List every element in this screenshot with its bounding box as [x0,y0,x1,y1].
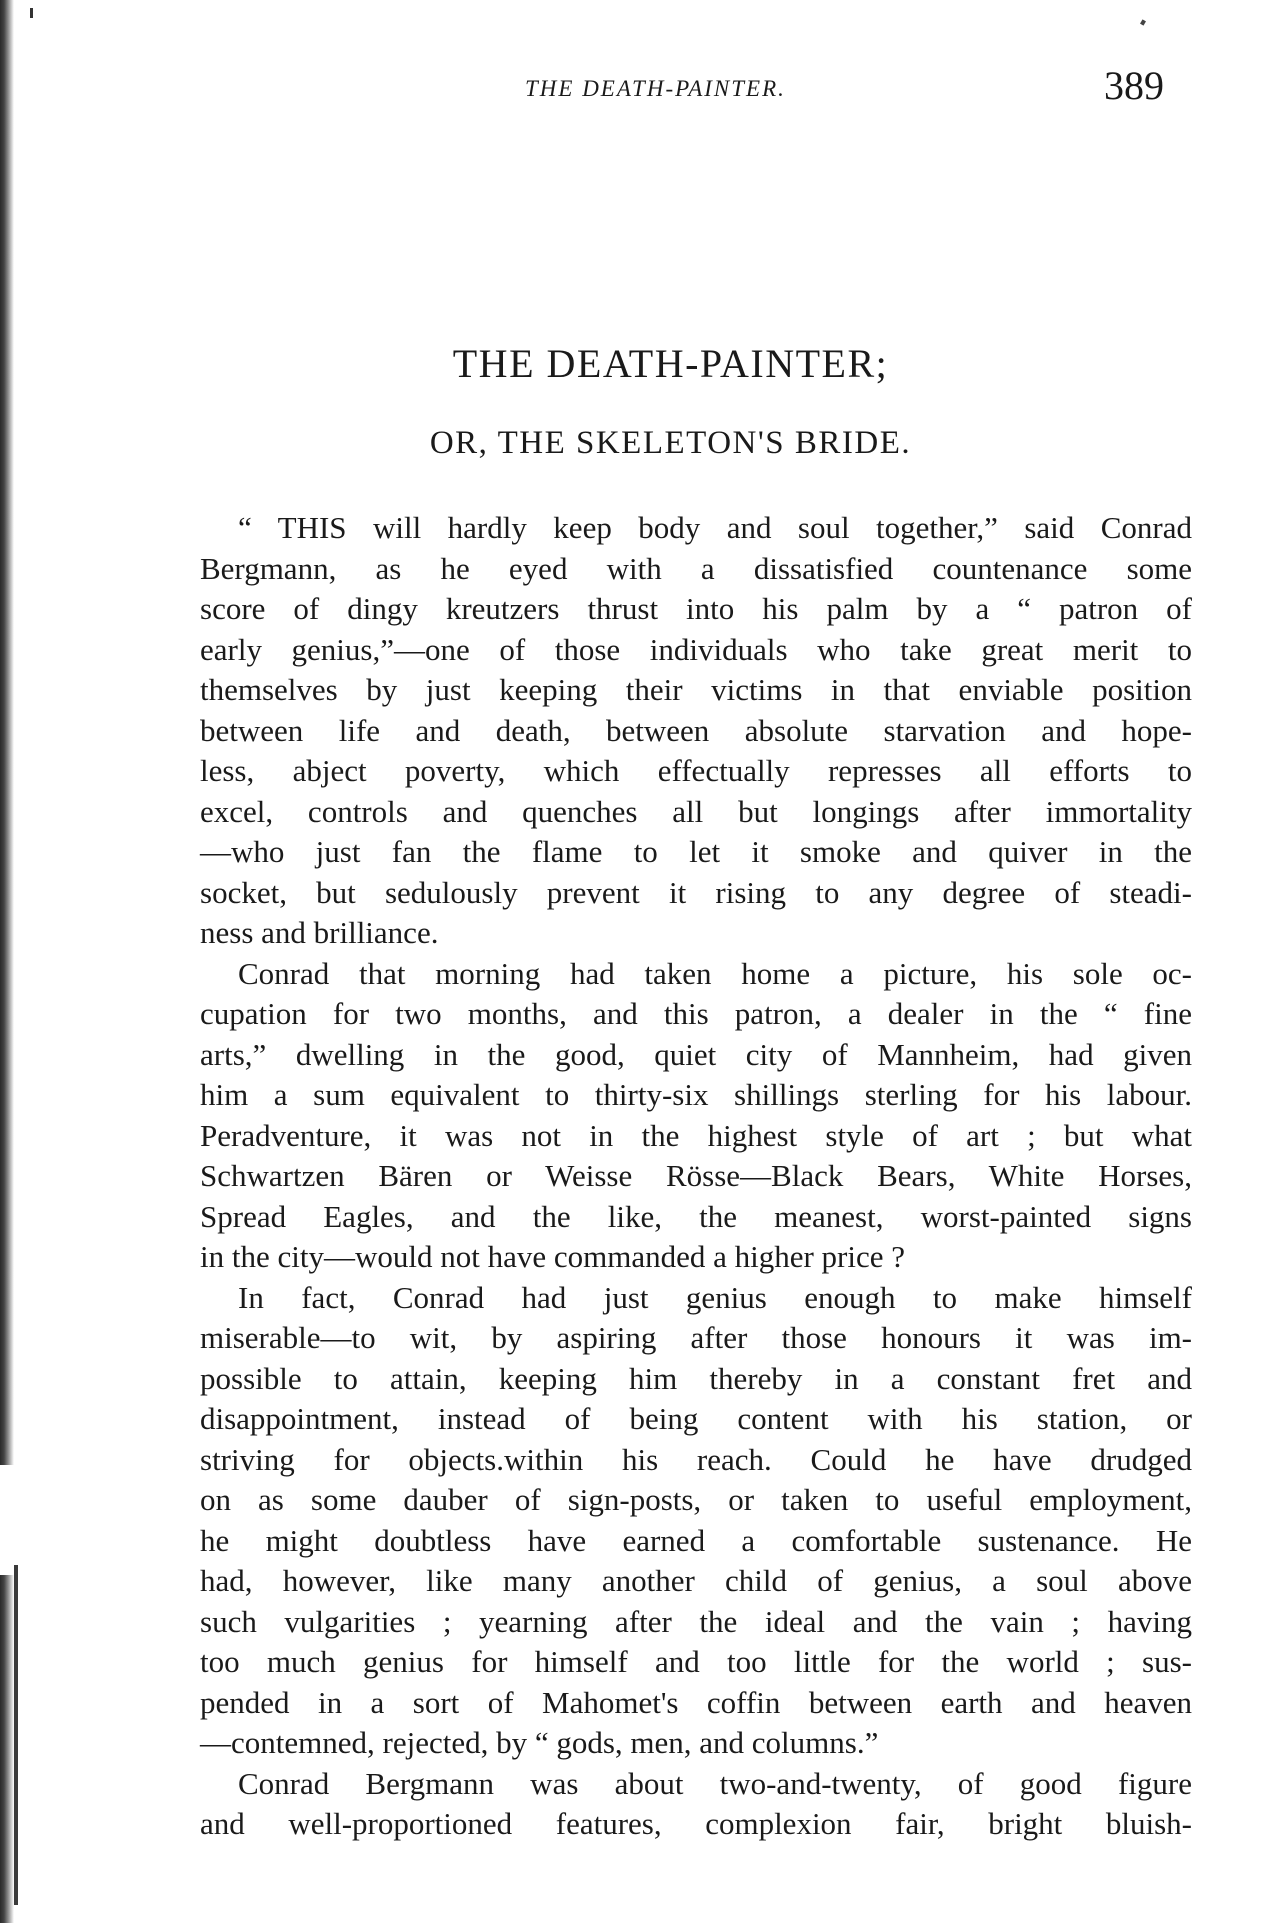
text-line: themselves by just keeping their victims in that enviable position [200,672,1192,707]
text-line: too much genius for himself and too little for the world ; sus- [200,1644,1192,1679]
scan-gutter-lower-edge [14,1565,18,1905]
text-line: miserable—to wit, by aspiring after those honours it was im- [200,1320,1192,1355]
page-number: 389 [1104,63,1164,108]
text-line: in the city—would not have commanded a higher price ? [200,1239,906,1274]
text-line: excel, controls and quenches all but longings after immortality [200,793,1192,829]
text-line: between life and death, between absolute starvation and hope- [200,712,1192,748]
text-line: had, however, like many another child of genius, a soul above [200,1563,1192,1598]
text-line: such vulgarities ; yearning after the ideal and the vain ; having [200,1603,1192,1639]
text-line: In fact, Conrad had just genius enough to make himself [238,1279,1192,1315]
text-line: disappointment, instead of being content with his station, or [200,1401,1192,1436]
text-line: Peradventure, it was not in the highest style of art ; but what [200,1117,1192,1153]
body-text [200,508,1192,1845]
running-head: THE DEATH-PAINTER. [525,76,786,101]
chapter-subtitle: OR, THE SKELETON'S BRIDE. [429,425,912,461]
text-line: him a sum equivalent to thirty-six shillings sterling for his labour. [200,1077,1192,1112]
text-line: Bergmann, as he eyed with a dissatisfied countenance some [200,550,1192,586]
scan-mark [30,8,33,18]
text-line: possible to attain, keeping him thereby in a constant fret and [200,1360,1192,1396]
chapter-title: THE DEATH-PAINTER; [452,341,889,386]
scan-gutter-gap [0,1465,14,1575]
text-line: arts,” dwelling in the good, quiet city of Mannheim, had given [200,1036,1192,1072]
text-line: socket, but sedulously prevent it rising to any degree of steadi- [200,874,1192,910]
text-line: on as some dauber of sign-posts, or taken to useful employment, [200,1482,1192,1517]
text-line: score of dingy kreutzers thrust into his palm by a “ patron of [200,591,1192,626]
text-line: Schwartzen Bären or Weisse Rösse—Black Bears, White Horses, [200,1158,1192,1193]
text-line: he might doubtless have earned a comfortable sustenance. He [200,1522,1192,1558]
text-line: Conrad Bergmann was about two-and-twenty, of good figure [238,1765,1192,1801]
text-line: striving for objects.within his reach. Could he have drudged [200,1441,1192,1477]
text-line: cupation for two months, and this patron, a dealer in the “ fine [200,996,1192,1031]
text-line: less, abject poverty, which effectually represses all efforts to [200,753,1192,788]
text-line: Spread Eagles, and the like, the meanest, worst-painted signs [200,1198,1192,1234]
text-line: early genius,”—one of those individuals who take great merit to [200,631,1192,667]
scan-mark [1140,19,1146,25]
text-line: —who just fan the flame to let it smoke and quiver in the [200,834,1192,869]
text-line: —contemned, rejected, by “ gods, men, and columns.” [200,1725,879,1760]
text-line: pended in a sort of Mahomet's coffin between earth and heaven [200,1684,1192,1720]
text-line: ness and brilliance. [200,915,439,950]
text-line: and well-proportioned features, complexion fair, bright bluish- [200,1806,1192,1841]
text-line: Conrad that morning had taken home a picture, his sole oc- [238,955,1192,991]
scan-gutter-edge [0,0,14,1923]
text-line: “ THIS will hardly keep body and soul together,” said Conrad [238,510,1192,545]
